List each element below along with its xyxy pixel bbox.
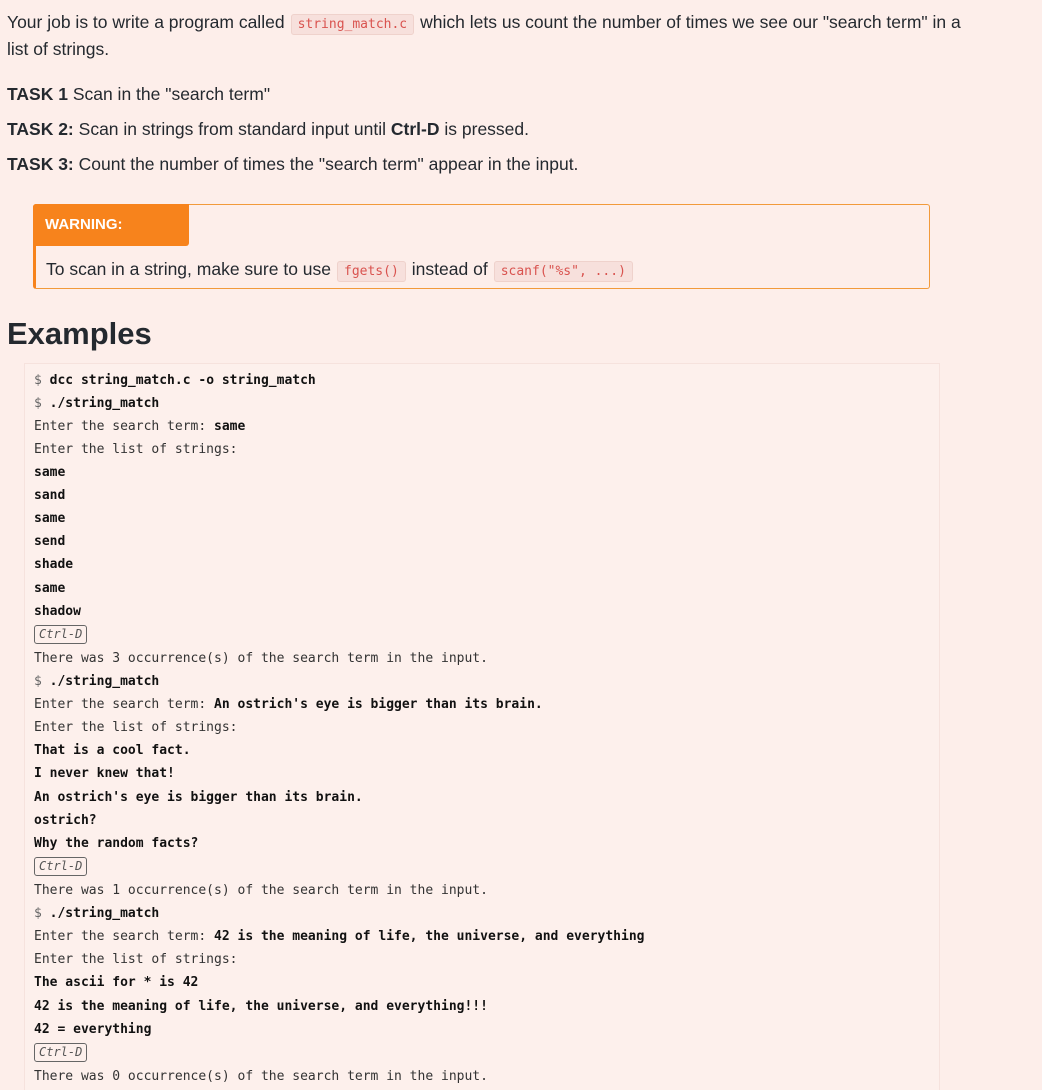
- terminal-input-line: [34, 581, 65, 596]
- warning-box: [33, 204, 930, 289]
- input-text: An ostrich's eye is bigger than its brain.: [34, 790, 363, 805]
- scanf-code: scanf("%s", ...): [494, 261, 633, 282]
- input-text: I never knew that!: [34, 766, 175, 781]
- terminal-result-line: There was 1 occurrence(s) of the search term in the input.: [34, 883, 488, 898]
- search-term: An ostrich's eye is bigger than its brain.: [214, 697, 543, 712]
- ctrl-d-key: Ctrl-D: [34, 1043, 87, 1062]
- terminal-input-line: [34, 766, 175, 781]
- prompt-symbol: $: [34, 396, 42, 411]
- command-text: ./string_match: [49, 396, 160, 411]
- terminal-ctrl-d-line: [34, 1043, 87, 1062]
- input-text: shadow: [34, 604, 81, 619]
- input-text: sand: [34, 488, 66, 503]
- input-text: ostrich?: [34, 813, 97, 828]
- task-2: [7, 117, 529, 141]
- input-text: send: [34, 534, 66, 549]
- input-text: same: [34, 465, 66, 480]
- terminal-line-list-prompt: Enter the list of strings:: [34, 720, 238, 735]
- terminal-line-list-prompt: Enter the list of strings:: [34, 442, 238, 457]
- terminal-input-line: [34, 1022, 151, 1037]
- input-text: shade: [34, 557, 74, 572]
- prompt-symbol: $: [34, 373, 42, 388]
- ctrl-d-key: Ctrl-D: [34, 857, 87, 876]
- search-term: 42 is the meaning of life, the universe, and everything: [214, 929, 645, 944]
- terminal-input-line: [34, 836, 198, 851]
- terminal-line-search-term: [34, 419, 245, 434]
- terminal-input-line: [34, 604, 81, 619]
- page: [0, 10, 1042, 1084]
- filename-code: string_match.c: [291, 14, 415, 35]
- terminal-input-line: [34, 488, 65, 503]
- terminal-result-line: There was 0 occurrence(s) of the search term in the input.: [34, 1069, 488, 1084]
- search-prompt: Enter the search term:: [34, 419, 215, 434]
- input-text: same: [34, 511, 66, 526]
- terminal-example-block: [24, 363, 940, 1090]
- warning-title: WARNING:: [33, 204, 189, 246]
- terminal-input-line: [34, 813, 97, 828]
- terminal-input-line: [34, 975, 198, 990]
- examples-heading: Examples: [7, 316, 152, 351]
- prompt-symbol: $: [34, 906, 42, 921]
- terminal-input-line: [34, 790, 363, 805]
- terminal-ctrl-d-line: [34, 625, 87, 644]
- terminal-input-line: [34, 743, 191, 758]
- terminal-line-run: [34, 906, 159, 921]
- task-1: [7, 82, 270, 106]
- command-text: dcc string_match.c -o string_match: [49, 373, 316, 388]
- terminal-line-run: [34, 396, 159, 411]
- warning-text-middle: instead of: [411, 259, 488, 279]
- search-term: same: [214, 419, 246, 434]
- task-2-text-before: Scan in strings from standard input until: [78, 119, 387, 139]
- task-3-label: TASK 3:: [7, 154, 74, 174]
- terminal-result-line: There was 3 occurrence(s) of the search term in the input.: [34, 651, 488, 666]
- warning-text-before: To scan in a string, make sure to use: [46, 259, 331, 279]
- terminal-input-line: [34, 557, 73, 572]
- task-2-text-after: is pressed.: [444, 119, 530, 139]
- terminal-input-line: [34, 465, 65, 480]
- terminal-line-compile: [34, 373, 316, 388]
- task-2-label: TASK 2:: [7, 119, 74, 139]
- terminal-line-search-term: [34, 929, 644, 944]
- command-text: ./string_match: [49, 906, 160, 921]
- task-3: [7, 152, 578, 176]
- input-text: Why the random facts?: [34, 836, 199, 851]
- warning-body: [46, 256, 639, 285]
- input-text: The ascii for * is 42: [34, 975, 199, 990]
- prompt-symbol: $: [34, 674, 42, 689]
- terminal-input-line: [34, 534, 65, 549]
- input-text: 42 is the meaning of life, the universe, and everything!!!: [34, 999, 488, 1014]
- command-text: ./string_match: [49, 674, 160, 689]
- search-prompt: Enter the search term:: [34, 697, 215, 712]
- task-2-key: Ctrl-D: [390, 119, 440, 139]
- input-text: same: [34, 581, 66, 596]
- terminal-line-list-prompt: Enter the list of strings:: [34, 952, 238, 967]
- search-prompt: Enter the search term:: [34, 929, 215, 944]
- terminal-input-line: [34, 999, 488, 1014]
- intro-text-before: Your job is to write a program called: [7, 12, 285, 32]
- terminal-line-search-term: [34, 697, 543, 712]
- terminal-line-run: [34, 674, 159, 689]
- input-text: 42 = everything: [34, 1022, 152, 1037]
- intro-paragraph: [7, 10, 967, 62]
- intro-text-after: which lets us count the number of times we see our "search term" in a list of strings.: [7, 12, 961, 59]
- fgets-code: fgets(): [337, 261, 406, 282]
- task-3-text: Count the number of times the "search term" appear in the input.: [78, 154, 579, 174]
- task-1-text: Scan in the "search term": [72, 84, 271, 104]
- terminal-ctrl-d-line: [34, 857, 87, 876]
- input-text: That is a cool fact.: [34, 743, 191, 758]
- ctrl-d-key: Ctrl-D: [34, 625, 87, 644]
- terminal-input-line: [34, 511, 65, 526]
- task-1-label: TASK 1: [7, 84, 68, 104]
